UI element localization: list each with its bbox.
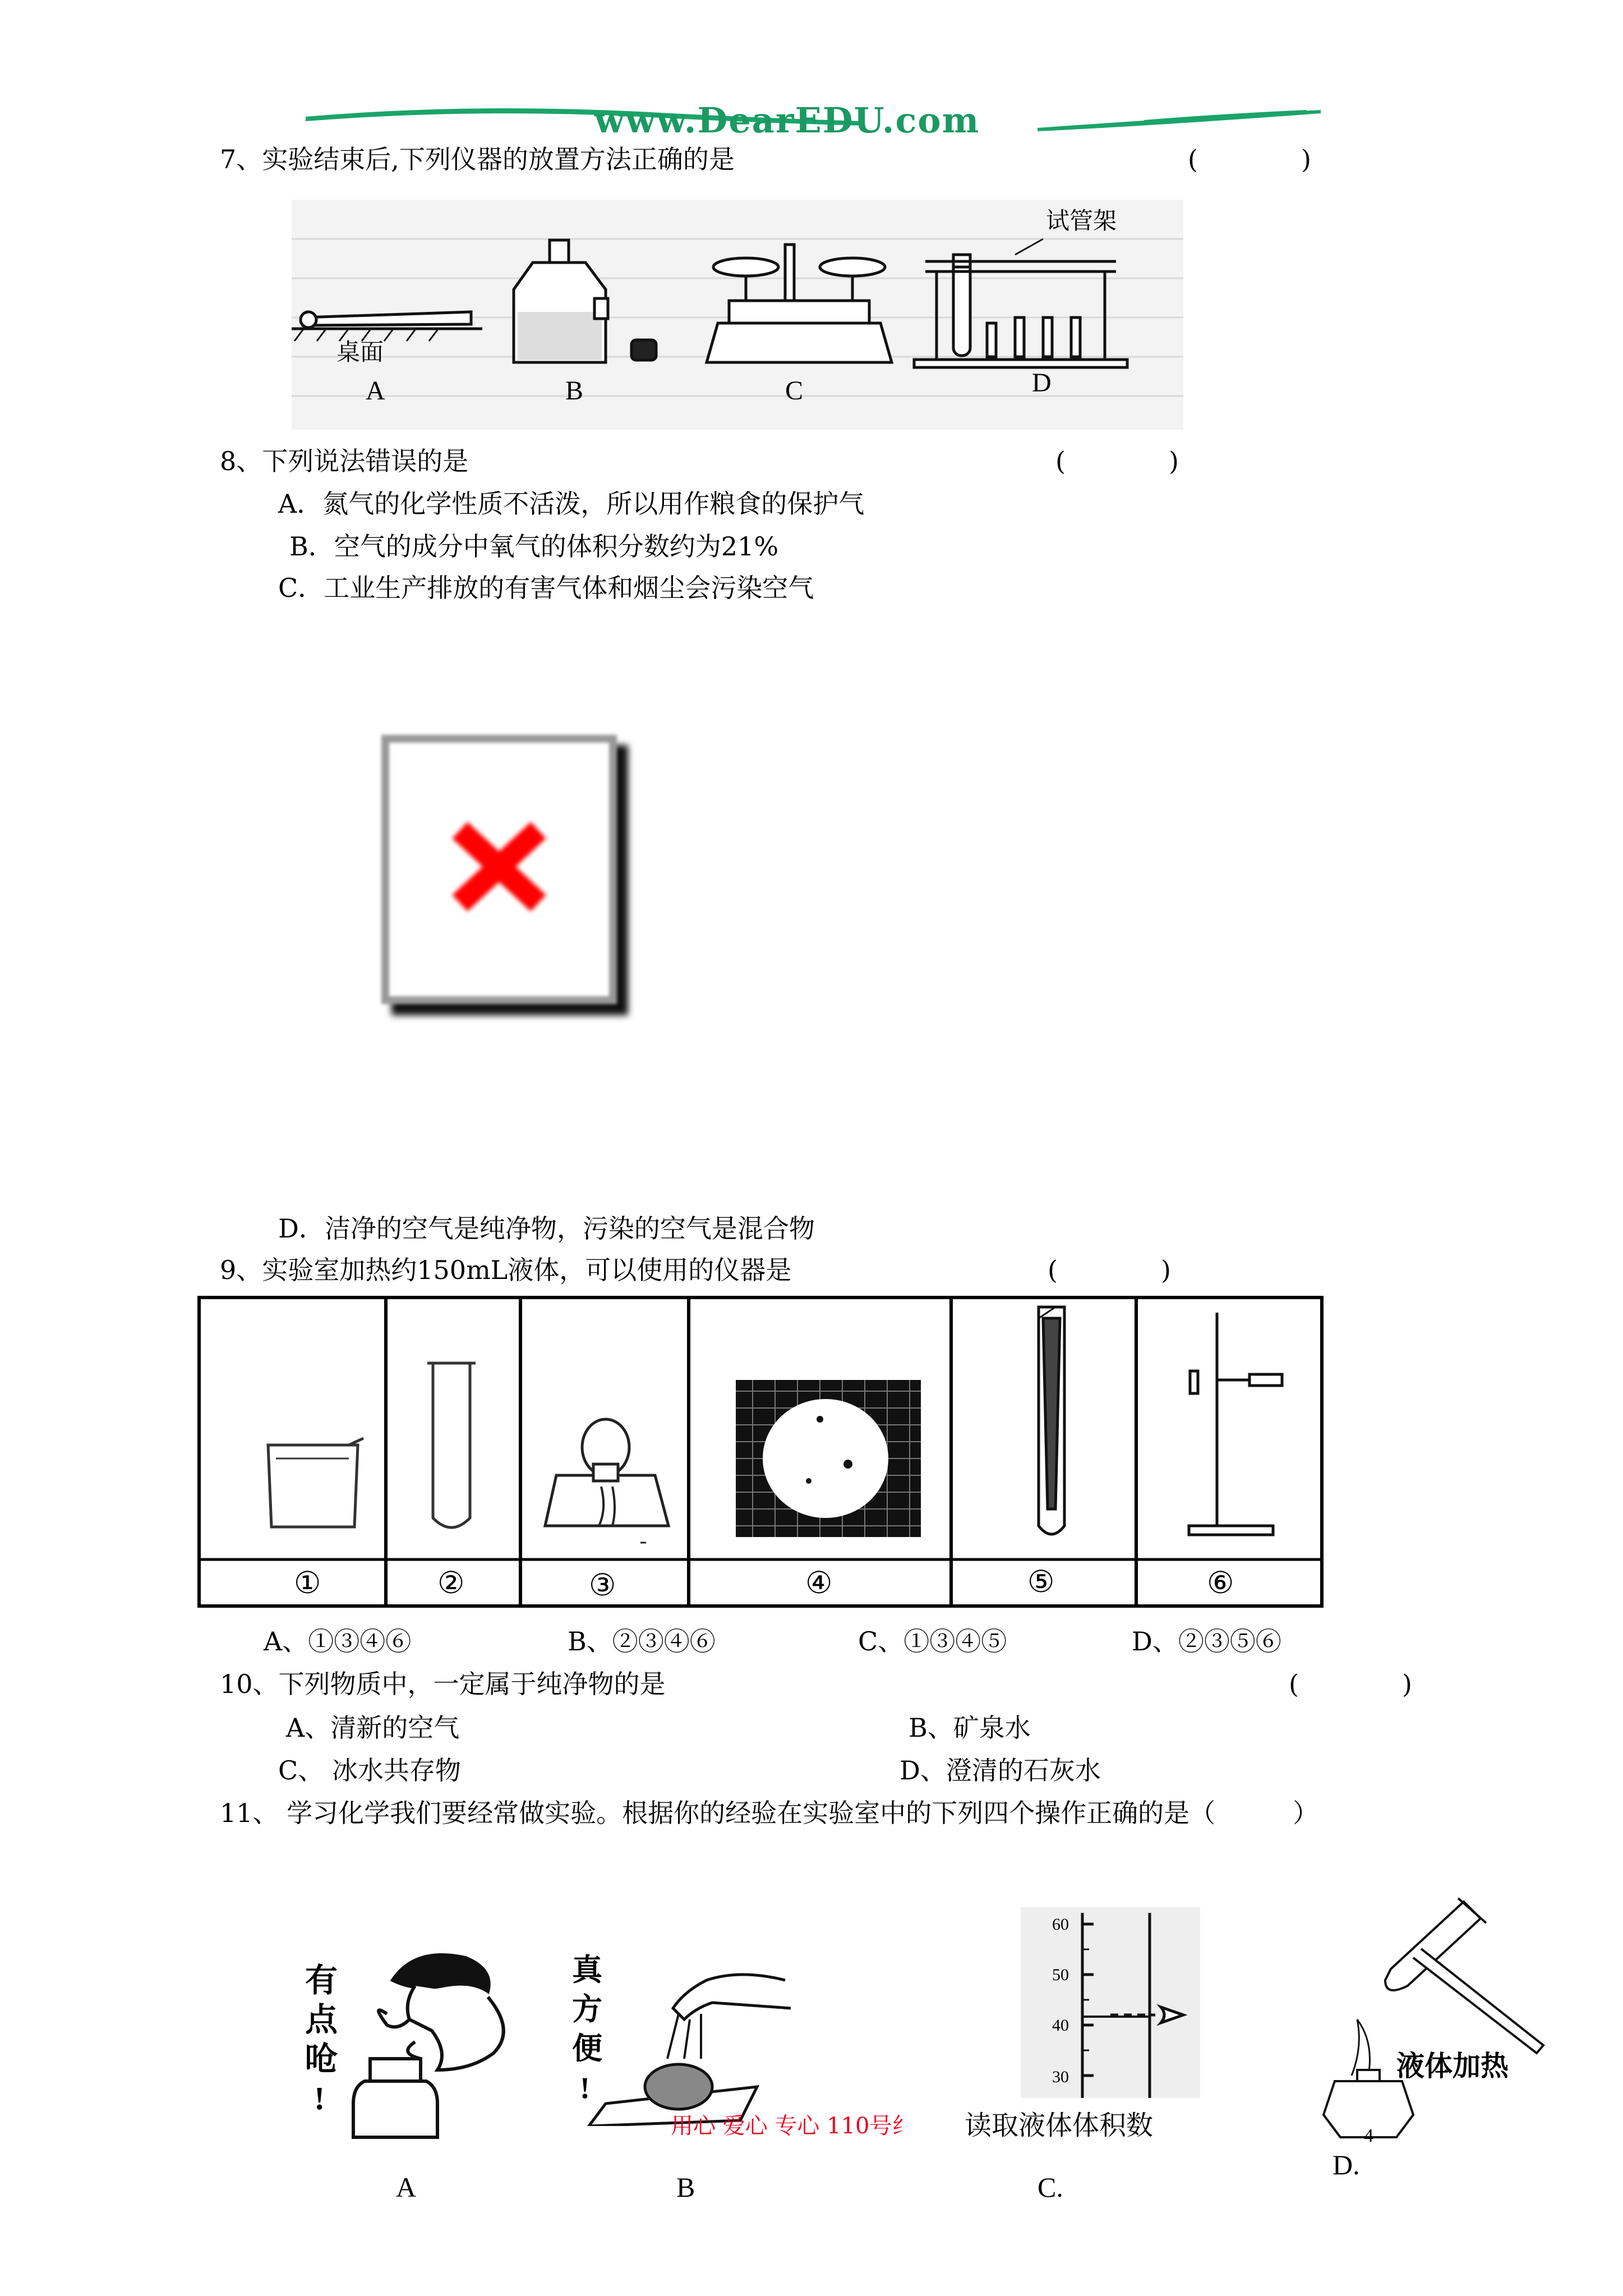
- q10-option-a: A、清新的空气: [286, 1713, 460, 1743]
- q11-c-tick-30: 30: [1052, 2068, 1069, 2086]
- q9-answer-paren: ( ): [1048, 1255, 1171, 1285]
- q11-a-char1: 有: [305, 1962, 338, 1999]
- q11-b-char3: 便: [572, 2032, 602, 2065]
- broken-image-placeholder: [381, 735, 628, 1015]
- q11-c-tick-40: 40: [1052, 2016, 1069, 2035]
- q10-answer-paren: ( ): [1289, 1669, 1412, 1699]
- q7-answer-paren: ( ): [1188, 144, 1311, 174]
- q11-a-char3: 呛: [305, 2041, 338, 2077]
- q11-read-caption: 读取液体体积数: [965, 2110, 1154, 2141]
- q7-text: 7、实验结束后,下列仪器的放置方法正确的是: [220, 144, 735, 174]
- q11-label-b: B: [676, 2171, 695, 2203]
- q9-cell-5: ⑤: [1027, 1565, 1055, 1599]
- q9-option-c: C、①③④⑤: [858, 1626, 1007, 1657]
- q7-label-a: A: [366, 376, 385, 406]
- q8-option-d: D．洁净的空气是纯净物，污染的空气是混合物: [278, 1213, 815, 1244]
- q11-label-d: D.: [1332, 2149, 1360, 2180]
- q10-option-d: D、澄清的石灰水: [900, 1755, 1101, 1786]
- q11-c-tick-60: 60: [1052, 1915, 1069, 1934]
- q11-page-number: 4: [1364, 2125, 1373, 2143]
- q9-table-grid: [197, 1296, 1324, 1608]
- q9-apparatus-table: [197, 1296, 1324, 1608]
- q9-test-tube: [427, 1363, 476, 1527]
- broken-image-icon: [449, 819, 550, 914]
- q7-label-c: C: [785, 376, 804, 406]
- q9-option-b: B、②③④⑥: [568, 1626, 716, 1657]
- q8-answer-paren: ( ): [1055, 446, 1179, 476]
- q9-cell-1: ①: [294, 1566, 321, 1600]
- q8-text: 8、下列说法错误的是: [220, 446, 469, 476]
- q9-option-d: D、②③⑤⑥: [1132, 1626, 1281, 1657]
- q9-cell-3: ③: [589, 1568, 616, 1602]
- q11-heating-caption: 液体加热: [1396, 2050, 1509, 2082]
- q9-cell-4: ④: [805, 1566, 833, 1600]
- q11-heating-figure: [1301, 1890, 1559, 2143]
- q11-label-c: C.: [1038, 2171, 1063, 2203]
- q11-b-char1: 真: [572, 1953, 602, 1987]
- q9-text: 9、实验室加热约150mL液体，可以使用的仪器是: [220, 1255, 792, 1285]
- q9-option-a: A、①③④⑥: [264, 1626, 412, 1657]
- q9-beaker: [268, 1438, 363, 1527]
- q11-b-char4: !: [580, 2071, 590, 2105]
- q8-option-a: A．氮气的化学性质不活泼，所以用作粮食的保护气: [278, 489, 865, 519]
- q7-label-b: B: [565, 376, 584, 406]
- q7-rack-label: 试管架: [1046, 209, 1117, 234]
- q7-desk-label: 桌面: [336, 340, 384, 366]
- q11-hand-grab-figure: [572, 1947, 796, 2126]
- q10-option-b: B、矿泉水: [909, 1713, 1031, 1743]
- q8-option-c: C．工业生产排放的有害气体和烟尘会污染空气: [278, 573, 814, 603]
- q11-red-text: 用心 爱心 专心 110号纟: [671, 2113, 915, 2139]
- q11-smelling-figure: [303, 1941, 527, 2143]
- q11-a-char2: 点: [305, 2001, 338, 2038]
- q11-label-a: A: [396, 2171, 417, 2203]
- q11-cylinder-figure: [1021, 1907, 1200, 2098]
- q7-figure: [292, 200, 1183, 430]
- q10-option-c: C、 冰水共存物: [278, 1755, 461, 1786]
- q11-a-char4: !: [314, 2080, 325, 2116]
- q10-text: 10、下列物质中，一定属于纯净物的是: [220, 1669, 666, 1699]
- q11-text: 11、 学习化学我们要经常做实验。根据你的经验在实验室中的下列四个操作正确的是（ ）: [220, 1798, 1319, 1828]
- q11-b-char2: 方: [572, 1993, 602, 2026]
- q9-cell-2: ②: [437, 1566, 465, 1600]
- q9-wire-gauze: [736, 1380, 921, 1537]
- q8-option-b: B．空气的成分中氧气的体积分数约为21%: [289, 531, 779, 562]
- q7-label-d: D: [1032, 368, 1052, 398]
- q9-cell-6: ⑥: [1207, 1566, 1234, 1600]
- q11-c-tick-50: 50: [1052, 1966, 1069, 1984]
- site-header: www.DearEDU.com: [594, 100, 980, 141]
- q9-test-tube-holder: [1039, 1307, 1064, 1534]
